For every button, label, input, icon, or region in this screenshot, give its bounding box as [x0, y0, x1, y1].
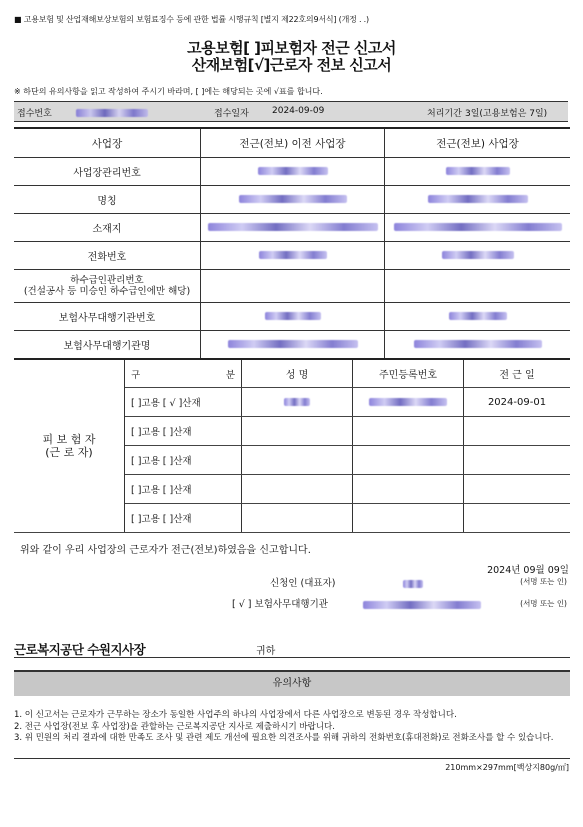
agency-sign-note: (서명 또는 인)	[520, 599, 567, 608]
applicant-label: 신청인 (대표자)	[270, 578, 336, 589]
gubun-header-2: 분	[225, 369, 235, 381]
receipt-number-redacted	[76, 108, 148, 118]
row-label-address: 소재지	[14, 214, 201, 242]
before-value	[201, 242, 385, 270]
applicant-sign-note: (서명 또는 인)	[520, 577, 567, 586]
employee-section-label: 피 보 험 자 (근 로 자)	[14, 359, 125, 533]
form-reference: ■ 고용보험 및 산업재해보상보험의 보험료징수 등에 관한 법률 시행규칙 [별지 제22호의9서식] (개정 . .)	[14, 15, 369, 24]
before-value	[201, 303, 385, 331]
rrn-cell	[353, 475, 464, 504]
transfer-date-header: 전 근 일	[464, 359, 571, 388]
agency-label: [ √ ] 보험사무대행기관	[232, 599, 328, 610]
after-value	[385, 186, 571, 214]
gubun-header-1: 구	[131, 369, 141, 381]
gubun-cell: [ ]고용 [ ]산재	[125, 504, 242, 533]
rrn-cell	[353, 388, 464, 417]
workplace-table	[14, 127, 570, 359]
note-item: 3. 위 민원의 처리 결과에 대한 만족도 조사 및 관련 제도 개선에 필요한 의견조사를 위해 귀하의 전화번호(휴대전화)로 전화조사를 할 수 있습니다.	[14, 733, 554, 743]
name-cell	[242, 446, 353, 475]
recipient-office: 근로복지공단 수원지사장	[14, 642, 146, 657]
recipient-suffix: 귀하	[256, 646, 276, 657]
after-value	[385, 331, 571, 359]
workplace-header: 사업장	[14, 128, 201, 158]
processing-value: 3일(고용보험은 7일)	[465, 109, 548, 119]
name-cell	[242, 388, 353, 417]
transfer-date-cell	[464, 475, 571, 504]
paper-size: 210mm×297mm[백상지80g/㎡]	[445, 763, 569, 772]
notes-title: 유의사항	[14, 670, 570, 696]
before-value	[201, 158, 385, 186]
before-workplace-header: 전근(전보) 이전 사업장	[201, 128, 385, 158]
before-value	[201, 186, 385, 214]
row-label-subcontractor-no: 하수급인관리번호 (건설공사 등 미승인 하수급인에만 해당)	[14, 270, 201, 303]
gubun-cell: [ ]고용 [ ]산재	[125, 417, 242, 446]
gubun-cell: [ ]고용 [ ]산재	[125, 475, 242, 504]
gubun-cell: [ ]고용 [ ]산재	[125, 446, 242, 475]
receipt-number-label: 접수번호	[17, 109, 52, 119]
receipt-header	[14, 101, 568, 122]
instruction-note: ※ 하단의 유의사항을 읽고 작성하여 주시기 바라며, [ ]에는 해당되는 곳에 √표를 합니다.	[14, 87, 323, 96]
rrn-cell	[353, 417, 464, 446]
gubun-header	[125, 359, 242, 388]
rrn-header: 주민등록번호	[353, 359, 464, 388]
rrn-cell	[353, 446, 464, 475]
transfer-date-cell	[464, 504, 571, 533]
divider	[14, 657, 570, 658]
form-title-line2: 산재보험[√]근로자 전보 신고서	[191, 56, 392, 74]
receipt-date-label: 접수일자	[214, 109, 249, 119]
declaration-text: 위와 같이 우리 사업장의 근로자가 전근(전보)하였음을 신고합니다.	[20, 545, 311, 556]
row-label-name: 명칭	[14, 186, 201, 214]
name-cell	[242, 475, 353, 504]
note-item: 1. 이 신고서는 근로자가 근무하는 장소가 동일한 사업주의 하나의 사업장에서 다른 사업장으로 변동된 경우 작성합니다.	[14, 710, 457, 720]
form-title-line1: 고용보험[ ]피보험자 전근 신고서	[187, 39, 396, 57]
sign-date: 2024년 09월 09일	[487, 565, 569, 576]
row-label-agency-no: 보험사무대행기관번호	[14, 303, 201, 331]
row-label-management-no: 사업장관리번호	[14, 158, 201, 186]
processing-label: 처리기간	[427, 109, 462, 119]
employee-table	[14, 358, 570, 533]
after-value	[385, 270, 571, 303]
row-label-agency-name: 보험사무대행기관명	[14, 331, 201, 359]
name-header: 성 명	[242, 359, 353, 388]
name-cell	[242, 504, 353, 533]
after-value	[385, 242, 571, 270]
receipt-date-value: 2024-09-09	[272, 106, 325, 116]
row-label-phone: 전화번호	[14, 242, 201, 270]
note-item: 2. 전근 사업장(전보 후 사업장)을 관할하는 근로복지공단 지사로 제출하시기 바랍니다.	[14, 721, 335, 732]
after-value	[385, 214, 571, 242]
transfer-date-cell: 2024-09-01	[464, 388, 571, 417]
agency-name-redacted	[363, 601, 481, 609]
transfer-date-cell	[464, 417, 571, 446]
applicant-name-redacted	[403, 580, 423, 588]
gubun-cell: [ ]고용 [ √ ]산재	[125, 388, 242, 417]
after-value	[385, 158, 571, 186]
notes-list	[14, 710, 574, 745]
after-value	[385, 303, 571, 331]
before-value	[201, 331, 385, 359]
name-cell	[242, 417, 353, 446]
rrn-cell	[353, 504, 464, 533]
divider	[14, 758, 570, 759]
agency-line	[232, 596, 481, 610]
applicant-line	[270, 575, 423, 589]
after-workplace-header: 전근(전보) 사업장	[385, 128, 571, 158]
before-value	[201, 270, 385, 303]
before-value	[201, 214, 385, 242]
transfer-date-cell	[464, 446, 571, 475]
